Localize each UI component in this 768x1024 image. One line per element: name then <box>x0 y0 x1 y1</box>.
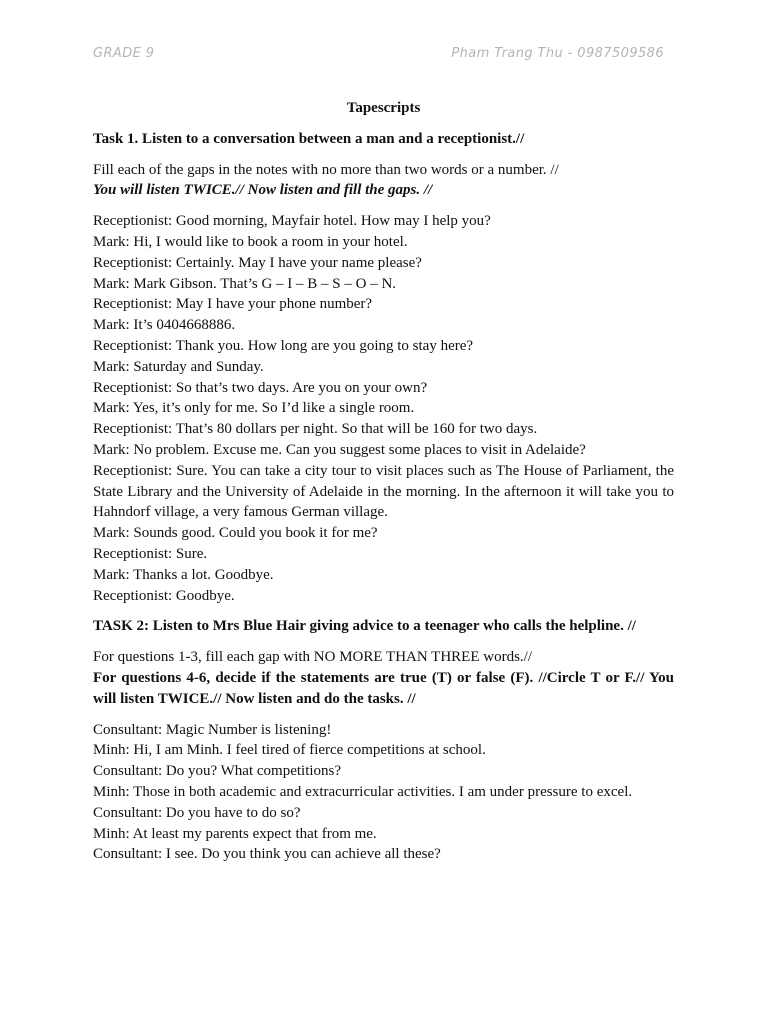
header-grade: GRADE 9 <box>93 46 155 61</box>
transcript-line: Receptionist: Thank you. How long are you going to stay here? <box>93 337 474 354</box>
transcript-line: Receptionist: Sure. <box>93 545 208 562</box>
transcript-line: Mark: Yes, it’s only for me. So I’d like a single room. <box>93 400 415 417</box>
header-author: Pham Trang Thu - 0987509586 <box>451 46 664 61</box>
transcript-line: Mark: No problem. Excuse me. Can you suggest some places to visit in Adelaide? <box>93 441 586 458</box>
transcript-line: Mark: Hi, I would like to book a room in your hotel. <box>93 233 408 250</box>
transcript-line: Consultant: Magic Number is listening! <box>93 721 332 738</box>
transcript-line: Receptionist: So that’s two days. Are you on your own? <box>93 379 428 396</box>
task1-heading: Task 1. Listen to a conversation between a man and a receptionist.// <box>93 130 525 147</box>
task2-transcript <box>93 720 674 866</box>
transcript-line: Mark: Saturday and Sunday. <box>93 358 264 375</box>
task2-instruction-2: For questions 4-6, decide if the statements are true (T) or false (F). //Circle T or F.// You will listen TWICE.// Now listen and do the tasks. // <box>93 669 674 707</box>
transcript-line: Consultant: Do you? What competitions? <box>93 763 342 780</box>
transcript-line: Receptionist: May I have your phone number? <box>93 296 373 313</box>
transcript-line: Consultant: I see. Do you think you can achieve all these? <box>93 846 441 863</box>
task1-instruction-2: You will listen TWICE.// Now listen and fill the gaps. // <box>93 182 433 199</box>
task2-instruction: For questions 1-3, fill each gap with NO MORE THAN THREE words.// <box>93 649 532 666</box>
task2-heading: TASK 2: Listen to Mrs Blue Hair giving advice to a teenager who calls the helpline. // <box>93 618 636 635</box>
transcript-line: Consultant: Do you have to do so? <box>93 804 301 821</box>
task1-transcript <box>93 211 674 606</box>
transcript-line: Mark: Sounds good. Could you book it for me? <box>93 525 378 542</box>
transcript-line: Mark: It’s 0404668886. <box>93 317 236 334</box>
transcript-line: Receptionist: Certainly. May I have your name please? <box>93 254 422 271</box>
transcript-line: Mark: Mark Gibson. That’s G – I – B – S – O – N. <box>93 275 397 292</box>
transcript-line: Receptionist: Sure. You can take a city tour to visit places such as The House of Parliament, the State Library and the University of Adelaide in the morning. In the afternoon it will take you to Hahndorf village, a very famous German village. <box>93 462 674 521</box>
task1-instruction: Fill each of the gaps in the notes with no more than two words or a number. // <box>93 161 559 178</box>
transcript-line: Minh: Hi, I am Minh. I feel tired of fierce competitions at school. <box>93 742 486 759</box>
transcript-line: Receptionist: Good morning, Mayfair hotel. How may I help you? <box>93 213 491 230</box>
page-title: Tapescripts <box>346 100 421 116</box>
transcript-line: Receptionist: That’s 80 dollars per night. So that will be 160 for two days. <box>93 421 538 438</box>
transcript-line: Minh: At least my parents expect that from me. <box>93 825 377 842</box>
document-body <box>93 98 674 865</box>
transcript-line: Mark: Thanks a lot. Goodbye. <box>93 566 274 583</box>
transcript-line: Receptionist: Goodbye. <box>93 587 235 604</box>
transcript-line: Minh: Those in both academic and extracurricular activities. I am under pressure to excel. <box>93 783 633 800</box>
